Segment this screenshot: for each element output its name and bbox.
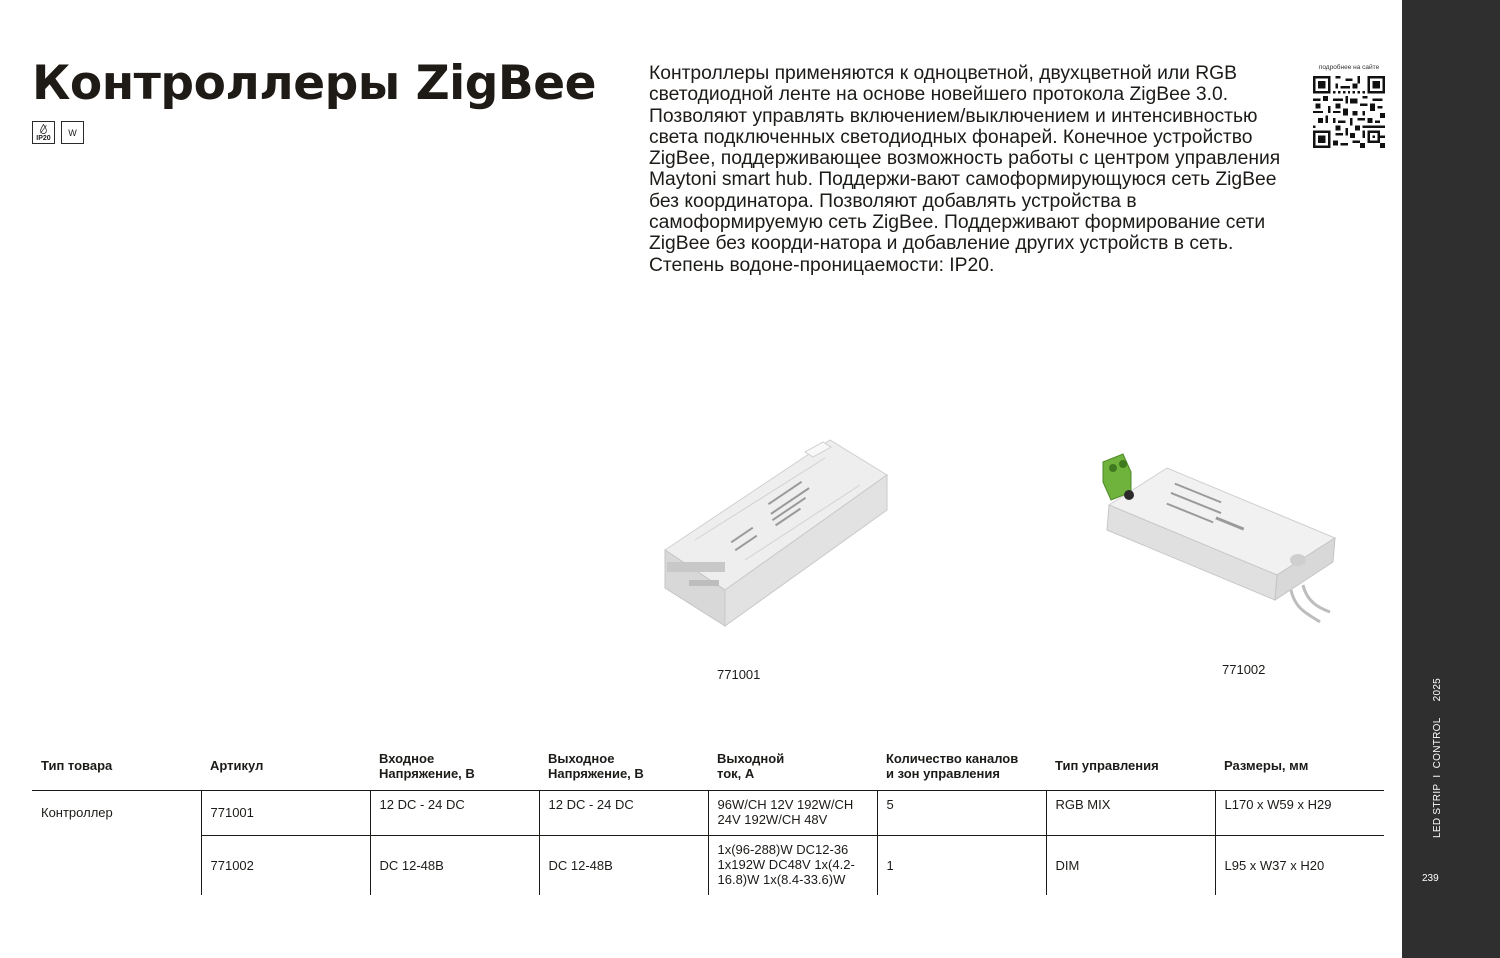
- page-title: Контроллеры ZigBee: [32, 56, 596, 111]
- cell-type-empty: [32, 836, 201, 896]
- header-channels: Количество каналов и зон управления: [877, 743, 1046, 791]
- cell-channels: 1: [877, 836, 1046, 896]
- header-control-type: Тип управления: [1046, 743, 1215, 791]
- description-text: Контроллеры применяются к одноцветной, двухцветной или RGB светодиодной ленте на основе новейшего протокола ZigBee 3.0. Позволяют управлять включением/выключением и интенсивностью света подключенных светодиодных фонарей. Конечное устройство ZigBee, поддерживающее возможность работы с центром управления Maytoni smart hub. Поддержи-вают самоформирующуюся сеть ZigBee без координатора. Позволяют добавлять устройства в самоформируемую сеть ZigBee. Поддерживают формирование сети ZigBee без коорди-натора и добавление других устройств в сеть. Степень водоне-проницаемости: IP20.: [649, 63, 1281, 276]
- product-image-771002: [1095, 450, 1340, 625]
- specs-table: [32, 743, 1384, 895]
- water-drop-icon: [39, 124, 48, 134]
- cell-control: RGB MIX: [1046, 791, 1215, 836]
- cell-input: DC 12-48В: [370, 836, 539, 896]
- controller-terminal-icon: [1095, 450, 1340, 625]
- table-header-row: [32, 743, 1384, 791]
- header-type: Тип товара: [32, 743, 201, 791]
- qr-caption: подробнее на сайте: [1318, 64, 1380, 71]
- cell-current: 96W/CH 12V 192W/CH 24V 192W/CH 48V: [708, 791, 877, 836]
- ip20-label: IP20: [36, 134, 51, 142]
- cell-type: Контроллер: [41, 805, 113, 821]
- header-dimensions: Размеры, мм: [1215, 743, 1384, 791]
- cell-article: 771002: [201, 836, 370, 896]
- cell-size: L95 x W37 x H20: [1215, 836, 1384, 896]
- cell-input: 12 DC - 24 DC: [370, 791, 539, 836]
- ip20-badge: [32, 121, 55, 144]
- cell-size: L170 x W59 x H29: [1215, 791, 1384, 836]
- table-row: [32, 791, 1384, 836]
- qr-block[interactable]: [1312, 64, 1386, 148]
- cell-control: DIM: [1046, 836, 1215, 896]
- product-caption-771001: 771001: [717, 667, 761, 682]
- feature-badges: [32, 121, 84, 144]
- cell-article: 771001: [201, 791, 370, 836]
- w-badge: [61, 121, 84, 144]
- table-row: [32, 836, 1384, 896]
- product-caption-771002: 771002: [1222, 662, 1266, 677]
- header-input-voltage: Входное Напряжение, В: [370, 743, 539, 791]
- cell-output: DC 12-48В: [539, 836, 708, 896]
- header-article: Артикул: [201, 743, 370, 791]
- cell-output: 12 DC - 24 DC: [539, 791, 708, 836]
- product-image-771001: [655, 430, 895, 630]
- page-number: 239: [1422, 873, 1439, 884]
- cell-current: 1x(96-288)W DC12-36 1x192W DC48V 1x(4.2- 16.8)W 1x(8.4-33.6)W: [708, 836, 877, 896]
- side-section: LED STRIP I CONTROL: [1432, 717, 1443, 838]
- side-panel: [1402, 0, 1500, 958]
- side-section-label: [1432, 678, 1443, 838]
- qr-code-icon[interactable]: [1313, 76, 1385, 148]
- cell-channels: 5: [877, 791, 1046, 836]
- side-year: 2025: [1432, 677, 1443, 702]
- header-output-current: Выходной ток, А: [708, 743, 877, 791]
- controller-white-icon: [655, 430, 895, 630]
- w-label: W: [68, 127, 77, 138]
- header-output-voltage: Выходное Напряжение, В: [539, 743, 708, 791]
